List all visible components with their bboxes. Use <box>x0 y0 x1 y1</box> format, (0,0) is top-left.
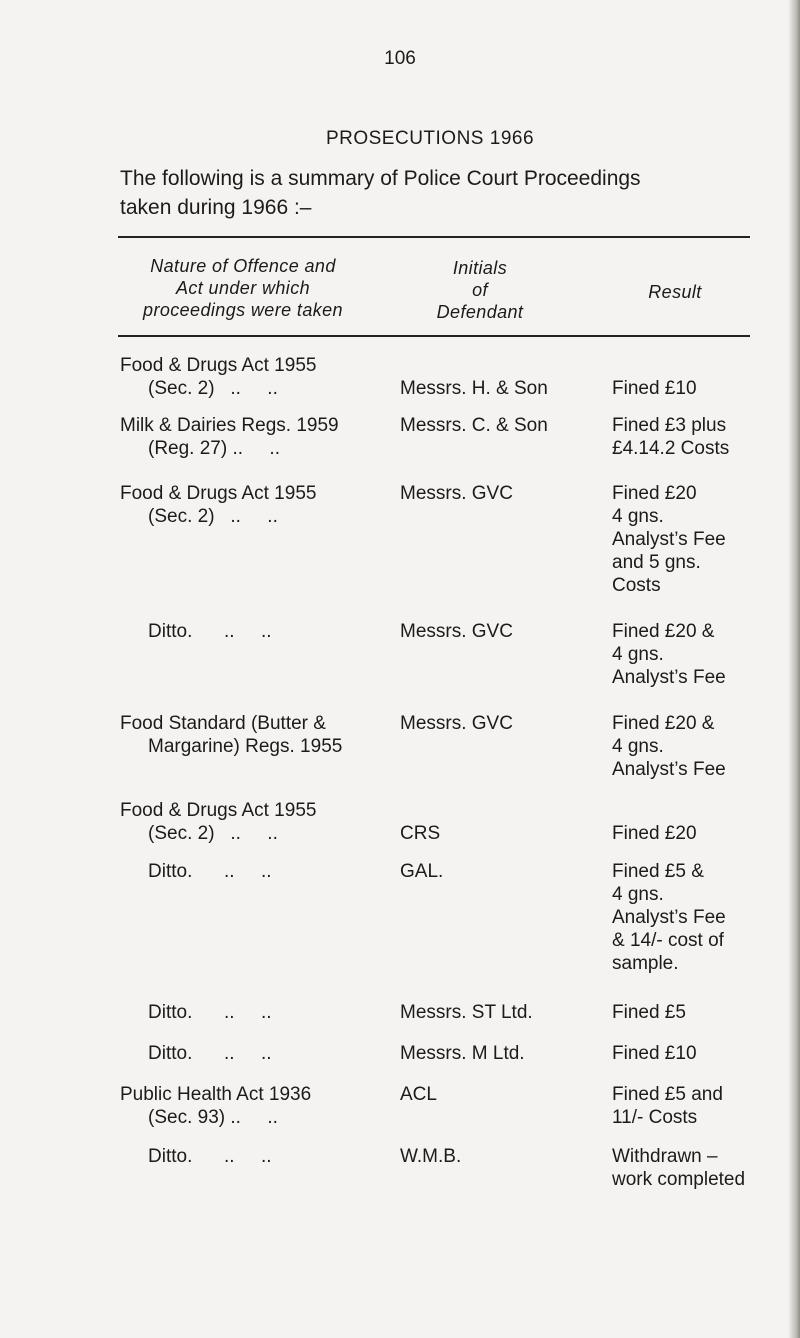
result-line: & 14/- cost of <box>612 930 724 951</box>
result-cell <box>612 1001 792 1024</box>
result-line: Fined £20 & <box>612 713 715 734</box>
defendant-cell: Messrs. ST Ltd. <box>400 1002 533 1023</box>
defendant-cell: W.M.B. <box>400 1146 462 1167</box>
result-line: Analyst’s Fee <box>612 907 726 928</box>
nature-cell <box>120 1001 400 1024</box>
defendant-cell: Messrs. C. & Son <box>400 415 548 436</box>
result-line: Analyst’s Fee <box>612 529 726 550</box>
header-nature-line: proceedings were taken <box>143 300 343 320</box>
result-line: £4.14.2 Costs <box>612 438 730 459</box>
defendant-cell: Messrs. H. & Son <box>400 378 548 399</box>
nature-cell <box>120 712 400 758</box>
nature-line: Food & Drugs Act 1955 <box>120 800 317 821</box>
table-top-rule <box>118 236 750 238</box>
defendant-cell: Messrs. GVC <box>400 483 513 504</box>
result-line: Costs <box>612 575 661 596</box>
result-line: Fined £20 <box>612 823 697 844</box>
nature-line: Ditto. .. .. <box>148 861 272 882</box>
result-line: Fined £3 plus <box>612 415 727 436</box>
intro-paragraph <box>120 164 780 222</box>
result-cell <box>612 1145 792 1191</box>
nature-line: Ditto. .. .. <box>148 1002 272 1023</box>
result-cell <box>612 822 792 845</box>
defendant-cell: Messrs. GVC <box>400 621 513 642</box>
result-line: and 5 gns. <box>612 552 701 573</box>
page-number: 106 <box>384 48 416 69</box>
nature-line: Food & Drugs Act 1955 <box>120 355 317 376</box>
result-cell <box>612 860 792 975</box>
nature-cell <box>120 799 400 845</box>
nature-line: (Sec. 2) .. .. <box>148 378 278 399</box>
defendant-cell: ACL <box>400 1084 437 1105</box>
nature-line: Margarine) Regs. 1955 <box>148 736 343 757</box>
result-cell <box>612 1083 792 1129</box>
nature-line: Food & Drugs Act 1955 <box>120 483 317 504</box>
header-result: Result <box>648 282 702 302</box>
nature-cell <box>120 860 400 883</box>
result-line: 4 gns. <box>612 506 664 527</box>
nature-cell <box>120 354 400 400</box>
defendant-cell: Messrs. GVC <box>400 713 513 734</box>
nature-line: Food Standard (Butter & <box>120 713 326 734</box>
result-line: Fined £5 and <box>612 1084 723 1105</box>
defendant-cell: GAL. <box>400 861 444 882</box>
result-cell <box>612 482 792 597</box>
result-line: Fined £5 <box>612 1002 686 1023</box>
nature-line: Milk & Dairies Regs. 1959 <box>120 415 339 436</box>
result-cell <box>612 712 792 781</box>
header-initials-line: Defendant <box>436 302 524 322</box>
result-line: Fined £20 & <box>612 621 715 642</box>
header-initials-of-defendant <box>395 257 565 323</box>
nature-cell <box>120 482 400 528</box>
page-edge-shadow <box>788 0 800 1338</box>
nature-line: Ditto. .. .. <box>148 1146 272 1167</box>
result-line: 11/- Costs <box>612 1107 698 1128</box>
nature-cell <box>120 1042 400 1065</box>
nature-line: Public Health Act 1936 <box>120 1084 312 1105</box>
result-line: Analyst’s Fee <box>612 667 726 688</box>
nature-cell <box>120 1145 400 1168</box>
nature-line: (Reg. 27) .. .. <box>148 438 280 459</box>
result-line: Fined £5 & <box>612 861 704 882</box>
result-line: Withdrawn – <box>612 1146 718 1167</box>
result-line: work completed <box>612 1169 746 1190</box>
defendant-cell: Messrs. M Ltd. <box>400 1043 525 1064</box>
result-cell <box>612 1042 792 1065</box>
result-line: sample. <box>612 953 679 974</box>
header-nature-line: Act under which <box>175 278 311 298</box>
result-line: Fined £10 <box>612 1043 697 1064</box>
header-nature-line: Nature of Offence and <box>150 256 336 276</box>
intro-line-1: The following is a summary of Police Court Proceedings <box>120 167 641 190</box>
nature-line: (Sec. 93) .. .. <box>148 1107 278 1128</box>
defendant-cell: CRS <box>400 823 441 844</box>
result-cell <box>612 414 792 460</box>
result-line: 4 gns. <box>612 644 664 665</box>
header-nature-of-offence <box>118 255 368 321</box>
result-line: Fined £20 <box>612 483 697 504</box>
header-initials-line: of <box>472 280 488 300</box>
result-cell <box>612 620 792 689</box>
result-line: Analyst’s Fee <box>612 759 726 780</box>
result-line: 4 gns. <box>612 736 664 757</box>
nature-line: (Sec. 2) .. .. <box>148 823 278 844</box>
header-initials-line: Initials <box>452 258 508 278</box>
intro-line-2: taken during 1966 :– <box>120 196 312 219</box>
nature-cell <box>120 414 400 460</box>
nature-cell <box>120 1083 400 1129</box>
result-cell <box>612 377 792 400</box>
result-line: Fined £10 <box>612 378 697 399</box>
result-line: 4 gns. <box>612 884 664 905</box>
nature-line: Ditto. .. .. <box>148 1043 272 1064</box>
header-bottom-rule <box>118 335 750 337</box>
nature-line: Ditto. .. .. <box>148 621 272 642</box>
nature-line: (Sec. 2) .. .. <box>148 506 278 527</box>
page-title: PROSECUTIONS 1966 <box>325 128 535 149</box>
nature-cell <box>120 620 400 643</box>
